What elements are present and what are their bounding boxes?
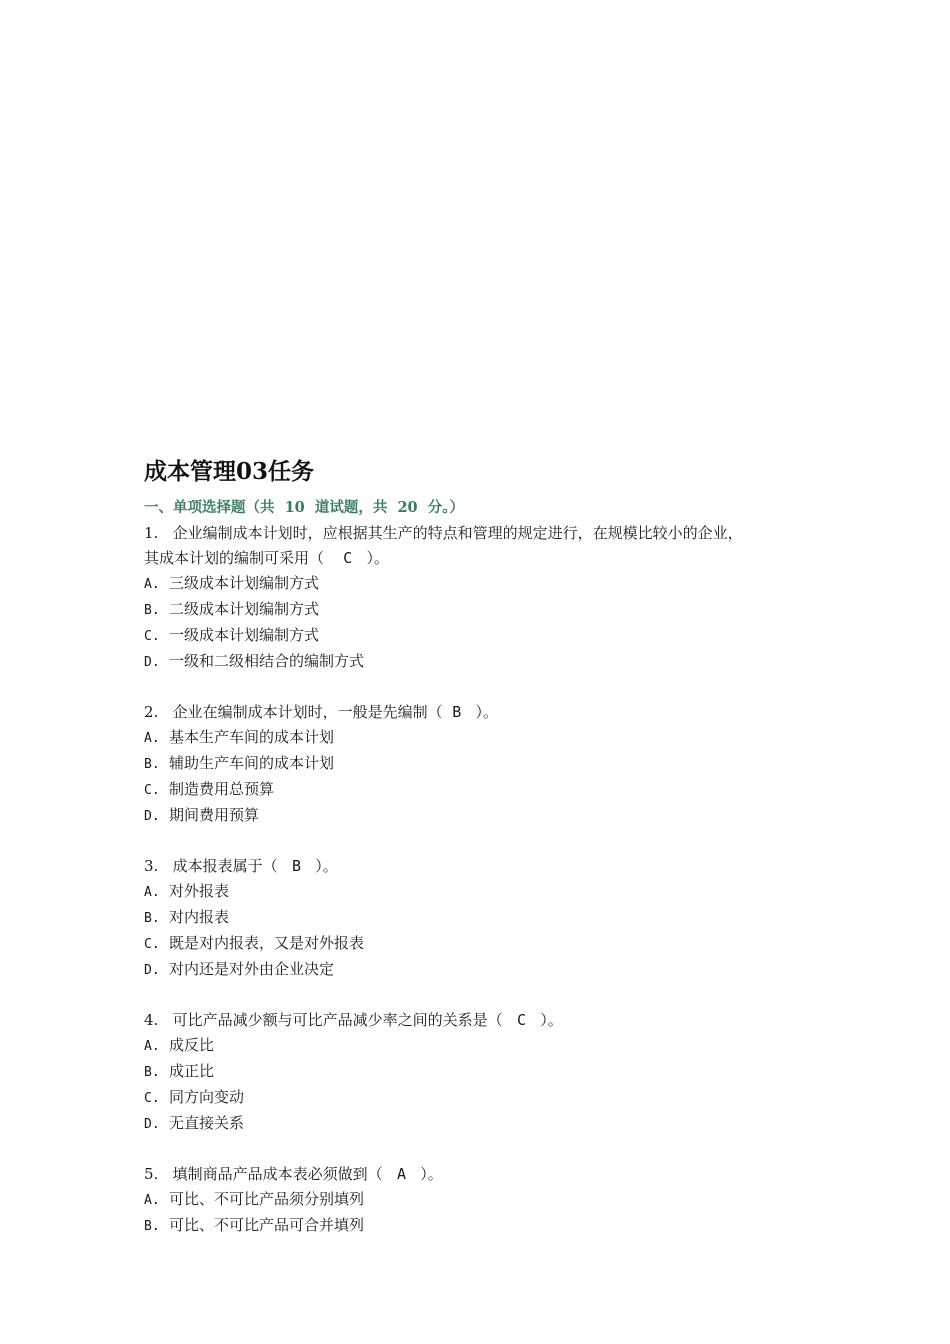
option-a: [144, 725, 824, 751]
option-letter: B.: [144, 1219, 160, 1234]
option-letter: B.: [144, 1065, 160, 1080]
option-a: [144, 879, 824, 905]
question-5: [144, 1162, 824, 1239]
option-text: 对内报表: [169, 908, 230, 926]
option-letter: A.: [144, 577, 160, 592]
question-stem: [144, 700, 824, 725]
question-text: ）。: [315, 857, 338, 875]
option-text: 期间费用预算: [169, 806, 260, 824]
option-letter: B.: [144, 911, 160, 926]
option-a: [144, 1187, 824, 1213]
option-text: 既是对内报表，又是对外报表: [169, 934, 365, 952]
option-text: 一级和二级相结合的编制方式: [169, 652, 365, 670]
question-4: [144, 1008, 824, 1137]
question-3: [144, 854, 824, 983]
option-text: 对内还是对外由企业决定: [169, 960, 335, 978]
question-text: 企业在编制成本计划时，一般是先编制（: [172, 703, 443, 721]
option-b: [144, 1059, 824, 1085]
option-text: 一级成本计划编制方式: [169, 626, 320, 644]
option-letter: D.: [144, 809, 160, 824]
document-title: 成本管理03任务: [144, 458, 315, 485]
option-b: [144, 751, 824, 777]
option-letter: A.: [144, 1039, 160, 1054]
option-letter: B.: [144, 757, 160, 772]
option-d: [144, 649, 824, 675]
option-text: 无直接关系: [169, 1114, 245, 1132]
option-text: 成正比: [169, 1062, 215, 1080]
question-number: 5.: [144, 1165, 159, 1183]
question-number: 4.: [144, 1011, 159, 1029]
question-text: ）。: [540, 1011, 563, 1029]
option-text: 制造费用总预算: [169, 780, 275, 798]
question-text: ）。: [475, 703, 499, 721]
option-a: [144, 571, 824, 597]
option-c: [144, 777, 824, 803]
option-text: 辅助生产车间的成本计划: [169, 754, 335, 772]
answer-letter: A: [396, 1165, 406, 1183]
option-b: [144, 1213, 824, 1239]
question-number: 1.: [144, 524, 159, 542]
question-text: 填制商品产品成本表必须做到（: [172, 1165, 383, 1183]
question-text: 成本报表属于（: [172, 857, 278, 875]
question-1: [144, 521, 824, 675]
option-letter: B.: [144, 603, 160, 618]
question-text: 企业编制成本计划时，应根据其生产的特点和管理的规定进行，在规模比较小的企业，: [172, 524, 743, 542]
question-text: ）。: [366, 549, 389, 567]
question-text: 其成本计划的编制可采用（: [144, 549, 325, 567]
answer-letter: C: [343, 549, 353, 567]
option-c: [144, 623, 824, 649]
option-letter: C.: [144, 1091, 160, 1106]
option-d: [144, 1111, 824, 1137]
option-letter: D.: [144, 655, 160, 670]
question-stem-continued: [144, 546, 824, 571]
option-text: 同方向变动: [169, 1088, 245, 1106]
question-number: 2.: [144, 703, 159, 721]
option-text: 可比、不可比产品可合并填列: [169, 1216, 365, 1234]
question-stem: [144, 1008, 824, 1033]
option-a: [144, 1033, 824, 1059]
option-text: 对外报表: [169, 882, 230, 900]
option-letter: A.: [144, 731, 160, 746]
option-text: 二级成本计划编制方式: [169, 600, 320, 618]
question-text: 可比产品减少额与可比产品减少率之间的关系是（: [172, 1011, 503, 1029]
option-c: [144, 931, 824, 957]
document-page: [144, 452, 824, 1264]
option-letter: C.: [144, 937, 160, 952]
option-letter: A.: [144, 885, 160, 900]
option-d: [144, 957, 824, 983]
answer-letter: B: [291, 857, 301, 875]
answer-letter: B: [452, 703, 462, 721]
option-c: [144, 1085, 824, 1111]
option-text: 三级成本计划编制方式: [169, 574, 320, 592]
option-text: 可比、不可比产品须分别填列: [169, 1190, 365, 1208]
option-letter: C.: [144, 629, 160, 644]
question-number: 3.: [144, 857, 159, 875]
option-text: 基本生产车间的成本计划: [169, 728, 335, 746]
section-heading: 一、单项选择题（共 10 道试题，共 20 分。）: [144, 499, 464, 516]
question-stem: [144, 521, 824, 546]
question-stem: [144, 1162, 824, 1187]
question-text: ）。: [420, 1165, 443, 1183]
option-text: 成反比: [169, 1036, 215, 1054]
option-letter: A.: [144, 1193, 160, 1208]
option-b: [144, 905, 824, 931]
answer-letter: C: [516, 1011, 526, 1029]
option-b: [144, 597, 824, 623]
option-letter: D.: [144, 1117, 160, 1132]
question-stem: [144, 854, 824, 879]
option-letter: C.: [144, 783, 160, 798]
option-letter: D.: [144, 963, 160, 978]
question-2: [144, 700, 824, 829]
option-d: [144, 803, 824, 829]
